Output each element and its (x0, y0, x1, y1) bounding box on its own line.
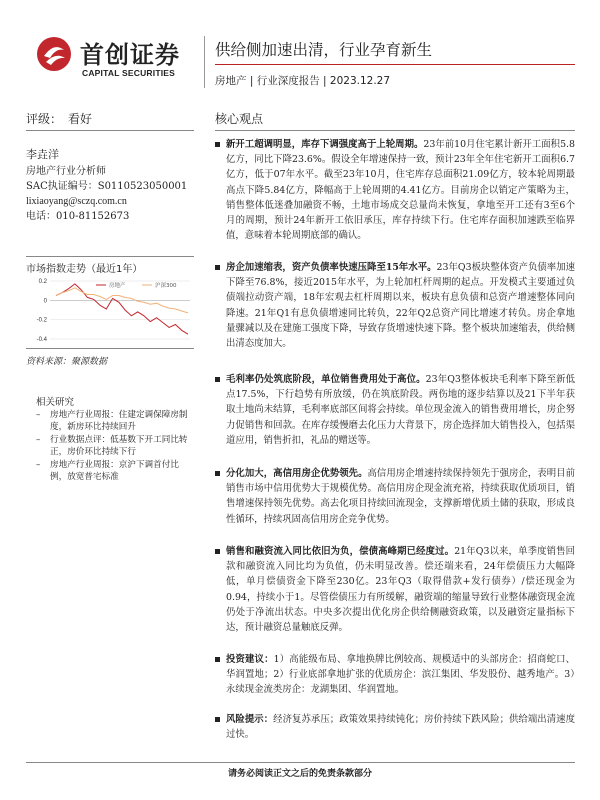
paragraph-lead: 风险提示： (226, 714, 274, 725)
related-item[interactable] (36, 409, 196, 433)
paragraph-lead: 毛利率仍处筑底阶段，单位销售费用处于高位。 (226, 374, 426, 385)
rating (26, 110, 92, 127)
chart-top-rule (26, 256, 194, 257)
market-index-chart (26, 275, 194, 345)
footer-disclaimer: 请务必阅读正文之后的免责条款部分 (227, 769, 372, 779)
chart-ytick-label: -0.2 (36, 317, 47, 324)
chart-ytick-label: -0.4 (36, 337, 47, 343)
analyst-role: 房地产行业分析师 (26, 166, 106, 177)
footer-rule (26, 762, 575, 763)
chart-ytick-label: 0.2 (38, 279, 47, 285)
bullet-icon (215, 471, 220, 476)
core-paragraph (215, 712, 575, 742)
analyst-phone: 电话：010-81152673 (26, 211, 130, 222)
paragraph-text: 经济复苏承压；政策效果持续钝化；房价持续下跌风险；供给端出清速度过快。 (226, 714, 575, 741)
bullet-icon (215, 265, 220, 270)
chart-bottom-rule (26, 348, 194, 349)
related-title: 相关研究 (36, 397, 75, 408)
paragraph-text: 1）高能级布局、拿地换牌比例较高、规模适中的头部房企：招商蛇口、华润置地；2）行业底部拿地扩张的优质房企：滨江集团、华发股份、越秀地产。3）永续现金流类房企：龙湖集团、华润置地。 (226, 654, 575, 696)
analyst-sac: SAC执证编号：S0110523050001 (26, 181, 188, 192)
paragraph-text: 23年前10月住宅累计新开工面积5.8亿方，同比下降23.6%。假设全年增速保持一致，预计23年全年住宅新开工面积6.7亿方，低于07年水平。截至23年10月，住宅库存总面积21.09亿方，较本轮周期最高点下降5.84亿方，降幅高于上轮周期的4.41亿方。目前房企以销定产策略为主，销售整体低迷叠加融资不畅，土地市场成交总量尚未恢复，拿地至开工还有3至6个月的周期，预计24年新开工依旧承压，库存持续下行。住宅库存面积加速跌至临界值，意味着本轮周期底部的确认。 (226, 139, 575, 242)
report-title: 供给侧加速出清，行业孕育新生 (215, 41, 433, 59)
paragraph-text: 高信用房企增速持续保持领先于强房企，表明目前销售市场中信用优势大于规模优势。高信用房企现金流充裕，持续获取优质项目，销售增速保持领先优势。高去化项目持续回流现金，支撑新增优质土储的获取，形成良性循环，持续巩固高信用房企竞争优势。 (226, 468, 575, 525)
analyst-name: 李垚洋 (26, 148, 59, 161)
brand-logo-icon (36, 36, 72, 72)
bullet-icon: – (36, 460, 41, 470)
paragraph-lead: 分化加大，高信用房企优势领先。 (226, 468, 368, 479)
paragraph-lead: 投资建议： (226, 654, 274, 665)
related-item[interactable] (36, 459, 196, 483)
core-paragraph (215, 260, 575, 351)
bullet-icon (215, 549, 220, 554)
core-paragraph (215, 652, 575, 698)
bullet-icon (215, 717, 220, 722)
paragraph-lead: 销售和融资流入同比依旧为负，偿债高峰期已经度过。 (226, 546, 455, 557)
core-paragraph (215, 137, 575, 243)
chart-ytick-label: 0 (43, 298, 47, 305)
bullet-icon: – (36, 435, 41, 445)
paragraph-lead: 新开工超调明显，库存下调强度高于上轮周期。 (226, 139, 424, 150)
analyst-email[interactable]: lixiaoyang@sczq.com.cn (26, 196, 127, 207)
core-rule (215, 130, 575, 131)
chart-source: 资料来源：聚源数据 (26, 357, 108, 367)
brand-name: 首创证券 (80, 41, 180, 69)
rating-rule (26, 130, 194, 131)
brand-name-en: CAPITAL SECURITIES (82, 68, 176, 78)
related-item-text: 行业数据点评：低基数下开工同比转正，房价环比持续下行 (50, 435, 188, 457)
related-item-text: 房地产行业周报：住建定调保障房制度，新房环比持续回升 (50, 410, 188, 432)
chart-legend-label: 房地产 (109, 283, 126, 289)
rating-value: 看好 (68, 112, 93, 126)
core-paragraph (215, 372, 575, 448)
paragraph-text: 23年Q3整体板块毛利率下降至新低点17.5%，下行趋势有所放缓，仍在筑底阶段。两伤地的逐步结算以及21下半年获取土地尚未结算，毛利率底部区间将会持续。单位现金流入的销售费用增长，房企努力促销售和回款。在库存缓慢磨去化压力大背景下，房企选择加大销售投入，包括渠道应用，销售折扣，礼品的赠送等。 (226, 374, 575, 446)
related-item-text: 房地产行业周报：京沪下调首付比例，放宽普宅标准 (50, 460, 179, 482)
bullet-icon: – (36, 410, 41, 420)
core-title: 核心观点 (215, 112, 264, 126)
header-rule (215, 64, 575, 65)
paragraph-text: 21年Q3以来，单季度销售回款和融资流入同比均为负值，仍未明显改善。偿还端来看，24年偿债压力大幅降低，单月偿债资金下降至230亿。23年Q3（取得借款+发行债券）/偿还现金为0.94，持续小于1。尽管偿债压力有所缓解，融资端的缩量导致行业整体融资现金流仍处于净流出状态。中央多次提出优化房企供给侧融资政策，以及融资定量指标下达，预计融资总量触底反弹。 (226, 546, 575, 634)
report-meta: 房地产 | 行业深度报告 | 2023.12.27 (215, 75, 391, 87)
paragraph-lead: 房企加速缩表，资产负债率快速压降至15年水平。 (226, 262, 437, 273)
header-divider (204, 36, 205, 88)
chart-series-line (56, 284, 188, 334)
paragraph-text: 23年Q3板块整体资产负债率加速下降至76.8%，接近2015年水平，为上轮加杠杆周期的起点。开发模式主要通过负债端拉动资产端，18年宏观去杠杆周期以来，板块有息负债和总资产增速整体同向降速。21年Q1有息负债增速同比转负，22年Q2总资产同比增速才转负。房企拿地量骤减以及在建施工强度下降，导致存货增速快速下降。整个板块加速缩表，供给侧出清态度加大。 (226, 262, 575, 350)
core-paragraph (215, 466, 575, 527)
core-paragraph (215, 544, 575, 635)
bullet-icon (215, 657, 220, 662)
rating-label: 评级： (26, 112, 63, 126)
related-item[interactable] (36, 434, 196, 458)
chart-title: 市场指数走势（最近1年） (26, 264, 143, 275)
chart-legend-label: 沪深300 (155, 283, 177, 289)
bullet-icon (215, 142, 220, 147)
bullet-icon (215, 377, 220, 382)
